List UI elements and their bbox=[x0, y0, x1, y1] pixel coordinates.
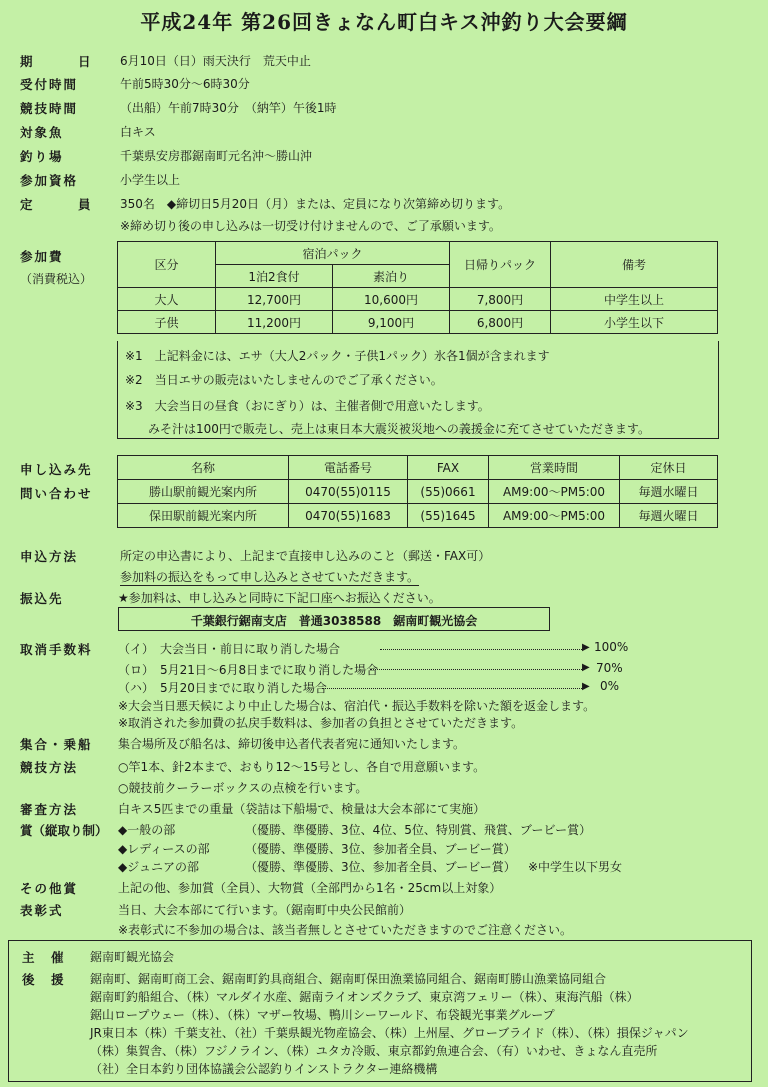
fee-cell: 12,700円 bbox=[216, 288, 333, 311]
contact-header: FAX bbox=[408, 456, 489, 480]
cancel-item-1: （イ） 大会当日・前日に取り消した場合 bbox=[118, 642, 341, 656]
page-title: 平成24年 第26回きょなん町白キス沖釣り大会要綱 bbox=[140, 10, 628, 34]
fee-note-4: みそ汁は100円で販売し、売上は東日本大震災被災地への義援金に充てさせていただきます。 bbox=[148, 422, 650, 436]
contact-label-inquiry: 問い合わせ bbox=[20, 486, 93, 501]
prize-desc-1: （優勝、準優勝、3位、4位、5位、特別賞、飛賞、ブービー賞） bbox=[245, 823, 592, 837]
capacity-label: 定 員 bbox=[20, 197, 93, 212]
support-line-2: 鋸南町釣船組合、（株）マルダイ水産、鋸南ライオンズクラブ、東京湾フェリー（株）、東海汽船（株） bbox=[90, 990, 639, 1004]
contact-cell: 勝山駅前観光案内所 bbox=[118, 480, 289, 504]
contact-cell: AM9:00～PM5:00 bbox=[489, 504, 620, 528]
contact-cell: (55)1645 bbox=[408, 504, 489, 528]
prize-name-1: ◆一般の部 bbox=[118, 823, 176, 837]
ceremony-label: 表彰式 bbox=[20, 903, 64, 918]
fee-note-2: ※2 当日エサの販売はいたしませんのでご了承ください。 bbox=[125, 373, 443, 387]
competition-time-value: （出船）午前7時30分 （納竿）午後1時 bbox=[120, 101, 337, 115]
date-label: 期 日 bbox=[20, 54, 93, 69]
cancel-leader-2 bbox=[370, 669, 582, 670]
fishing-spot-value: 千葉県安房郡鋸南町元名沖～勝山沖 bbox=[120, 149, 313, 163]
eligibility-label: 参加資格 bbox=[20, 173, 79, 188]
cancel-rate-3: 0% bbox=[600, 679, 620, 693]
fee-header-remarks: 備考 bbox=[551, 242, 718, 288]
fee-header-one-night: 1泊2食付 bbox=[216, 265, 333, 288]
competition-time-label: 競技時間 bbox=[20, 101, 79, 116]
organizer-label: 主 催 bbox=[22, 950, 66, 965]
fee-header-lodging: 宿泊パック bbox=[216, 242, 450, 265]
fee-note-3: ※3 大会当日の昼食（おにぎり）は、主催者側で用意いたします。 bbox=[125, 399, 490, 413]
cancel-leader-3 bbox=[322, 688, 582, 689]
method-line-2: ○競技前クーラーボックスの点検を行います。 bbox=[118, 781, 368, 795]
method-label: 競技方法 bbox=[20, 760, 79, 775]
capacity-note: ※締め切り後の申し込みは一切受け付けませんので、ご了承願います。 bbox=[120, 219, 501, 233]
prize-desc-2: （優勝、準優勝、3位、参加者全員、ブービー賞） bbox=[245, 842, 516, 856]
reception-label: 受付時間 bbox=[20, 77, 79, 92]
fee-cell: 11,200円 bbox=[216, 311, 333, 334]
fee-table bbox=[117, 241, 718, 334]
other-prize-label: その他賞 bbox=[20, 881, 79, 896]
support-line-4: JR東日本（株）千葉支社、（社）千葉県観光物産協会、（株）上州屋、グローブライド（株）、（株）損保ジャパン bbox=[90, 1026, 689, 1040]
method-line-1: ○竿1本、針2本まで、おもり12～15号とし、各自で用意願います。 bbox=[118, 760, 486, 774]
ceremony-line-1: 当日、大会本部にて行います。（鋸南町中央公民館前） bbox=[118, 903, 412, 917]
fee-cell: 子供 bbox=[118, 311, 216, 334]
eligibility-value: 小学生以上 bbox=[120, 173, 181, 187]
transfer-line-1: ★参加料は、申し込みと同時に下記口座へお振込ください。 bbox=[118, 591, 441, 605]
target-fish-value: 白キス bbox=[120, 125, 156, 139]
contact-cell: 保田駅前観光案内所 bbox=[118, 504, 289, 528]
support-line-3: 鋸山ロープウェー（株）、（株）マザー牧場、鴨川シーワールド、布袋観光事業グループ bbox=[90, 1008, 555, 1022]
cancel-item-3: （ハ） 5月20日までに取り消した場合 bbox=[118, 681, 327, 695]
capacity-value: 350名 ◆締切日5月20日（月）または、定員になり次第締め切ります。 bbox=[120, 197, 511, 211]
cancel-label: 取消手数料 bbox=[20, 642, 93, 657]
contact-cell: 毎週火曜日 bbox=[620, 504, 718, 528]
fee-cell: 中学生以上 bbox=[551, 288, 718, 311]
fee-cell: 9,100円 bbox=[333, 311, 450, 334]
cancel-note-1: ※大会当日悪天候により中止した場合は、宿泊代・振込手数料を除いた額を返金します。 bbox=[118, 699, 596, 713]
apply-line-2: 参加料の振込をもって申し込みとさせていただきます。 bbox=[120, 570, 420, 584]
fee-header-room-only: 素泊り bbox=[333, 265, 450, 288]
transfer-label: 振込先 bbox=[20, 591, 64, 606]
contact-cell: AM9:00～PM5:00 bbox=[489, 480, 620, 504]
prize-desc-3: （優勝、準優勝、3位、参加者全員、ブービー賞） bbox=[245, 860, 516, 874]
prize-name-3: ◆ジュニアの部 bbox=[118, 860, 199, 874]
apply-label: 申込方法 bbox=[20, 549, 79, 564]
other-prize-value: 上記の他、参加賞（全員）、大物賞（全部門から1名・25cm以上対象） bbox=[118, 881, 502, 895]
fee-cell: 大人 bbox=[118, 288, 216, 311]
arrow-icon: ▶ bbox=[582, 681, 590, 692]
support-line-1: 鋸南町、鋸南町商工会、鋸南町釣具商組合、鋸南町保田漁業協同組合、鋸南町勝山漁業協同組合 bbox=[90, 972, 607, 986]
fee-row bbox=[118, 288, 718, 311]
cancel-item-2: （ロ） 5月21日～6月8日までに取り消した場合 bbox=[118, 663, 379, 677]
apply-line-1: 所定の申込書により、上記まで直接申し込みのこと（郵送・FAX可） bbox=[120, 549, 491, 563]
fee-cell: 7,800円 bbox=[450, 288, 551, 311]
contact-label-apply: 申し込み先 bbox=[20, 462, 93, 477]
contact-header: 営業時間 bbox=[489, 456, 620, 480]
contact-cell: 毎週水曜日 bbox=[620, 480, 718, 504]
gather-label: 集合・乗船 bbox=[20, 737, 93, 752]
date-value: 6月10日（日）雨天決行 荒天中止 bbox=[120, 54, 311, 68]
arrow-icon: ▶ bbox=[582, 662, 590, 673]
judge-value: 白キス5匹までの重量（袋詰は下船場で、検量は大会本部にて実施） bbox=[118, 802, 486, 816]
prize-extra-3: ※中学生以下男女 bbox=[528, 860, 623, 874]
prize-name-2: ◆レディースの部 bbox=[118, 842, 210, 856]
cancel-leader-1 bbox=[380, 649, 582, 650]
contact-cell: 0470(55)1683 bbox=[289, 504, 408, 528]
cancel-note-2: ※取消された参加費の払戻手数料は、参加者の負担とさせていただきます。 bbox=[118, 716, 524, 730]
gather-value: 集合場所及び船名は、締切後申込者代表者宛に通知いたします。 bbox=[118, 737, 466, 751]
contact-header: 名称 bbox=[118, 456, 289, 480]
transfer-account: 千葉銀行鋸南支店 普通3038588 鋸南町観光協会 bbox=[190, 614, 478, 628]
fee-row bbox=[118, 311, 718, 334]
contact-cell: 0470(55)0115 bbox=[289, 480, 408, 504]
fishing-spot-label: 釣り場 bbox=[20, 149, 64, 164]
support-line-6: （社）全日本釣り団体協議会公認釣りインストラクター連絡機構 bbox=[90, 1062, 438, 1076]
judge-label: 審査方法 bbox=[20, 802, 79, 817]
contact-row bbox=[118, 480, 718, 504]
support-label: 後 援 bbox=[22, 972, 66, 987]
fee-cell: 小学生以下 bbox=[551, 311, 718, 334]
arrow-icon: ▶ bbox=[582, 642, 590, 653]
contact-table bbox=[117, 455, 718, 528]
cancel-rate-2: 70% bbox=[596, 661, 623, 675]
fee-sublabel: （消費税込） bbox=[20, 272, 93, 286]
organizer-value: 鋸南町観光協会 bbox=[90, 950, 175, 964]
contact-row bbox=[118, 504, 718, 528]
reception-value: 午前5時30分～6時30分 bbox=[120, 77, 250, 91]
ceremony-line-2: ※表彰式に不参加の場合は、該当者無しとさせていただきますのでご注意ください。 bbox=[118, 923, 573, 937]
contact-header: 電話番号 bbox=[289, 456, 408, 480]
fee-header-category: 区分 bbox=[118, 242, 216, 288]
fee-note-1: ※1 上記料金には、エサ（大人2パック・子供1パック）氷各1個が含まれます bbox=[125, 349, 550, 363]
prize-label: 賞（縦取り制） bbox=[20, 823, 108, 838]
support-line-5: （株）集賀舎、（株）フジノライン、（株）ユタカ冷販、東京都釣魚連合会、（有）いわせ、きょなん直売所 bbox=[90, 1044, 658, 1058]
fee-label: 参加費 bbox=[20, 249, 64, 264]
cancel-rate-1: 100% bbox=[594, 640, 629, 654]
fee-header-day-trip: 日帰りパック bbox=[450, 242, 551, 288]
contact-cell: (55)0661 bbox=[408, 480, 489, 504]
target-fish-label: 対象魚 bbox=[20, 125, 64, 140]
fee-cell: 10,600円 bbox=[333, 288, 450, 311]
contact-header: 定休日 bbox=[620, 456, 718, 480]
fee-cell: 6,800円 bbox=[450, 311, 551, 334]
